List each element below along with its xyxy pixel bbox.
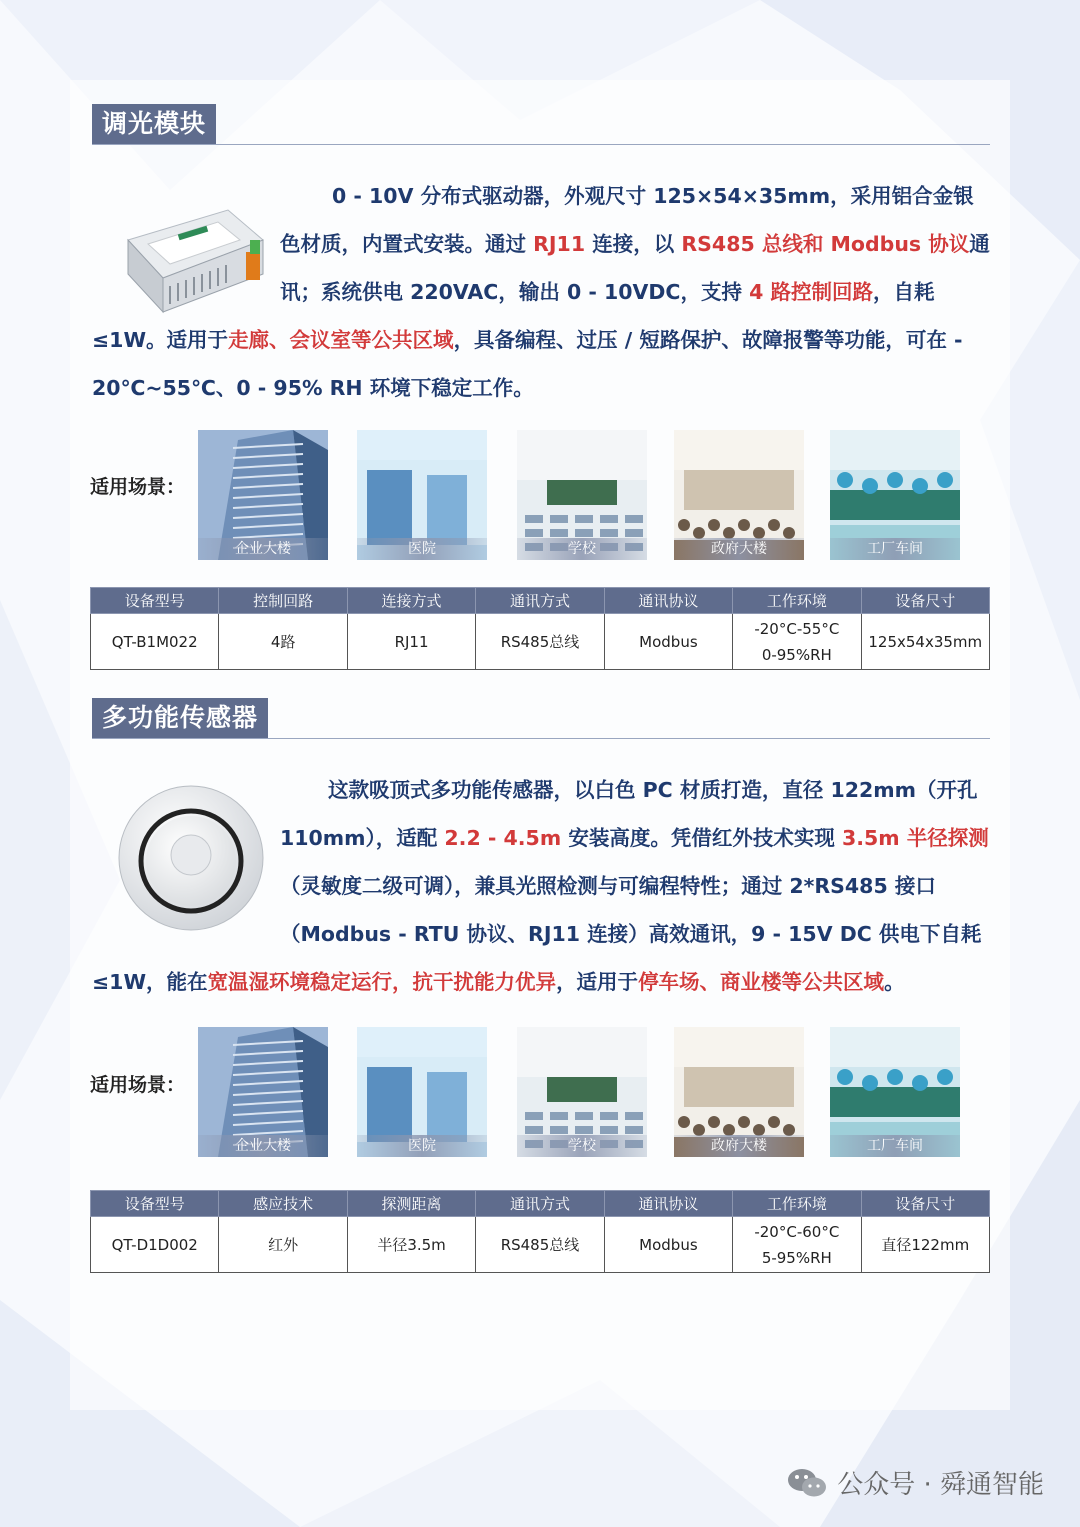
table-cell: 直径122mm: [861, 1217, 989, 1273]
table-header-cell: 控制回路: [219, 588, 347, 614]
dimming-module-description: [92, 172, 990, 412]
description-text: 这款吸顶式多功能传感器，以白色 PC 材质打造，直径 122mm（开孔 110mm），适配: [280, 778, 978, 850]
table-header-cell: 设备尺寸: [861, 588, 989, 614]
description-text: 通讯；系统供电 220VAC，输出 0 - 10VDC，支持: [280, 232, 990, 304]
description-text: ，具备编程、过压 / 短路保护、故障报警等功能，可在 - 20℃~55℃、0 - 95% RH 环境下稳定工作。: [92, 328, 963, 400]
env-temperature: -20°C-55°C: [754, 619, 840, 638]
table-cell: Modbus: [604, 614, 732, 670]
table-cell: [733, 1217, 861, 1273]
footer: [787, 1464, 1044, 1501]
scene-caption: 企业大楼: [198, 538, 328, 560]
table-cell: 125x54x35mm: [861, 614, 989, 670]
scene-caption: 政府大楼: [674, 538, 804, 560]
scene-image: [674, 430, 804, 560]
table-cell: Modbus: [604, 1217, 732, 1273]
scene-caption: 医院: [357, 538, 487, 560]
section-divider: [92, 738, 990, 739]
scene-image: [357, 430, 487, 560]
table-cell: 半径3.5m: [347, 1217, 475, 1273]
footer-account-name: 公众号 · 舜通智能: [837, 1470, 1044, 1500]
description-text: ，自耗≤1W。适用于: [92, 280, 935, 352]
sensor-spec-table: [90, 1190, 990, 1273]
scene-image: [198, 430, 328, 560]
scene-image: [198, 1027, 328, 1157]
table-cell: 红外: [219, 1217, 347, 1273]
table-header-cell: 感应技术: [219, 1191, 347, 1217]
wechat-icon: [787, 1467, 827, 1499]
table-cell: RS485总线: [476, 1217, 604, 1273]
table-header-cell: 通讯方式: [476, 1191, 604, 1217]
table-header-cell: 工作环境: [733, 1191, 861, 1217]
env-humidity: 5-95%RH: [761, 1248, 832, 1267]
scene-caption: 工厂车间: [830, 538, 960, 560]
table-cell: QT-B1M022: [91, 614, 219, 670]
table-cell: RS485总线: [476, 614, 604, 670]
table-header-cell: 设备型号: [91, 1191, 219, 1217]
table-cell: QT-D1D002: [91, 1217, 219, 1273]
highlight-text: 2.2 - 4.5m: [444, 826, 562, 850]
table-header-cell: 通讯方式: [476, 588, 604, 614]
highlight-text: 停车场、商业楼等公共区域: [638, 970, 885, 994]
table-header-cell: 探测距离: [347, 1191, 475, 1217]
section-title-dimming-module: 调光模块: [92, 104, 216, 144]
highlight-text: 3.5m 半径探测: [841, 826, 989, 850]
table-cell: [733, 614, 861, 670]
sensor-description: [92, 766, 990, 1006]
env-temperature: -20°C-60°C: [754, 1222, 840, 1241]
scene-label: 适用场景：: [90, 476, 186, 498]
scene-label: 适用场景：: [90, 1074, 186, 1096]
description-text: ，适用于: [556, 970, 639, 994]
scene-caption: 学校: [517, 1135, 647, 1157]
dimming-module-spec-table: [90, 587, 990, 670]
env-humidity: 0-95%RH: [761, 645, 832, 664]
scene-image: [830, 430, 960, 560]
table-header-cell: 工作环境: [733, 588, 861, 614]
highlight-text: RJ11: [533, 232, 586, 256]
scene-image: [830, 1027, 960, 1157]
scene-caption: 医院: [357, 1135, 487, 1157]
table-header-cell: 连接方式: [347, 588, 475, 614]
scene-caption: 企业大楼: [198, 1135, 328, 1157]
scene-image: [517, 430, 647, 560]
table-header-cell: 设备型号: [91, 588, 219, 614]
table-header-cell: 通讯协议: [604, 1191, 732, 1217]
scene-image: [517, 1027, 647, 1157]
section-title-multifunction-sensor: 多功能传感器: [92, 698, 268, 738]
scene-image: [674, 1027, 804, 1157]
description-text: （灵敏度二级可调），兼具光照检测与可编程特性；通过 2*RS485 接口（Modbus - RTU 协议、RJ11 连接）高效通讯，9 - 15V DC 供电下自耗≤1W，能在: [92, 874, 982, 994]
table-cell: 4路: [219, 614, 347, 670]
highlight-text: 宽温湿环境稳定运行，抗干扰能力优异: [207, 970, 557, 994]
table-header-cell: 通讯协议: [604, 588, 732, 614]
section-divider: [92, 144, 990, 145]
highlight-text: 4 路控制回路: [749, 280, 873, 304]
highlight-text: RS485 总线和 Modbus 协议: [681, 232, 970, 256]
description-text: 连接，以: [585, 232, 682, 256]
scene-caption: 学校: [517, 538, 647, 560]
scene-image: [357, 1027, 487, 1157]
table-header-cell: 设备尺寸: [861, 1191, 989, 1217]
description-text: 安装高度。凭借红外技术实现: [561, 826, 842, 850]
scene-caption: 政府大楼: [674, 1135, 804, 1157]
description-text: 0 - 10V 分布式驱动器，外观尺寸 125×54×35mm，采用铝合金银色材质，内置式安装。通过: [280, 184, 974, 256]
highlight-text: 走廊、会议室等公共区域: [228, 328, 454, 352]
scene-caption: 工厂车间: [830, 1135, 960, 1157]
table-cell: RJ11: [347, 614, 475, 670]
description-text: 。: [884, 970, 905, 994]
